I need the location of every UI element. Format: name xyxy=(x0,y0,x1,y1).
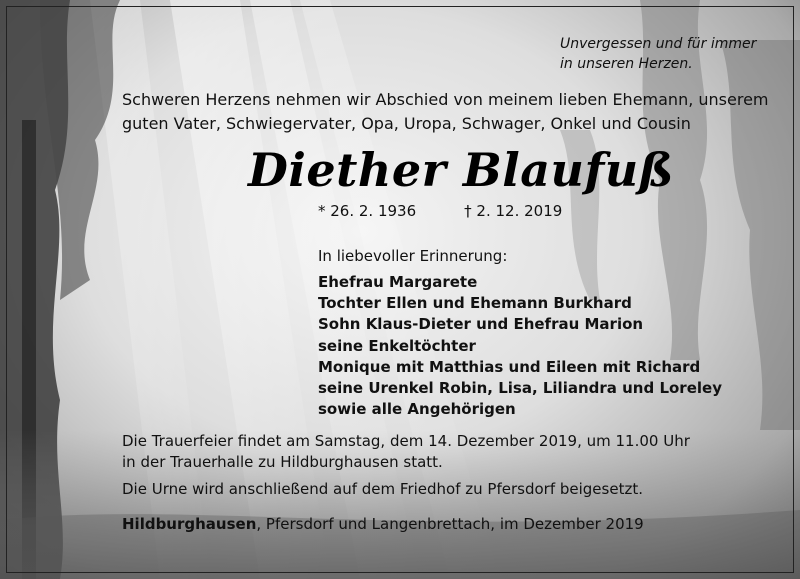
mourner-line: Tochter Ellen und Ehemann Burkhard xyxy=(318,294,632,313)
funeral-line: Die Trauerfeier findet am Samstag, dem 14. Dezember 2019, um 11.00 Uhr xyxy=(122,432,690,450)
deceased-name: Diether Blaufuß xyxy=(248,143,675,197)
mourner-line: sowie alle Angehörigen xyxy=(318,400,516,419)
mourner-line: Sohn Klaus-Dieter und Ehefrau Marion xyxy=(318,315,644,334)
mourner-line: Monique mit Matthias und Eileen mit Richard xyxy=(318,357,701,376)
mourner-line: seine Enkeltöchter xyxy=(318,336,476,355)
funeral-line: in der Trauerhalle zu Hildburghausen statt. xyxy=(122,453,443,471)
intro-line: guten Vater, Schwiegervater, Opa, Uropa, Schwager, Onkel und Cousin xyxy=(122,114,691,133)
motto-line: in unseren Herzen. xyxy=(560,56,693,72)
memory-heading: In liebevoller Erinnerung: xyxy=(318,247,508,265)
mourners-list xyxy=(318,272,722,420)
birth-date: * 26. 2. 1936 xyxy=(318,202,417,220)
motto-line: Unvergessen und für immer xyxy=(560,36,757,52)
death-date: † 2. 12. 2019 xyxy=(464,202,563,220)
closing-line xyxy=(122,514,644,535)
funeral-info xyxy=(122,431,690,473)
closing-rest: , Pfersdorf und Langenbrettach, im Dezember 2019 xyxy=(256,515,644,533)
intro-line: Schweren Herzens nehmen wir Abschied von meinem lieben Ehemann, unserem xyxy=(122,90,769,109)
urn-burial-info: Die Urne wird anschließend auf dem Friedhof zu Pfersdorf beigesetzt. xyxy=(122,480,643,498)
intro-text xyxy=(122,88,769,136)
closing-place: Hildburghausen xyxy=(122,515,257,533)
mourner-line: seine Urenkel Robin, Lisa, Liliandra und Loreley xyxy=(318,379,722,398)
mourner-line: Ehefrau Margarete xyxy=(318,273,478,291)
motto-text xyxy=(560,34,756,74)
life-dates xyxy=(318,201,562,221)
